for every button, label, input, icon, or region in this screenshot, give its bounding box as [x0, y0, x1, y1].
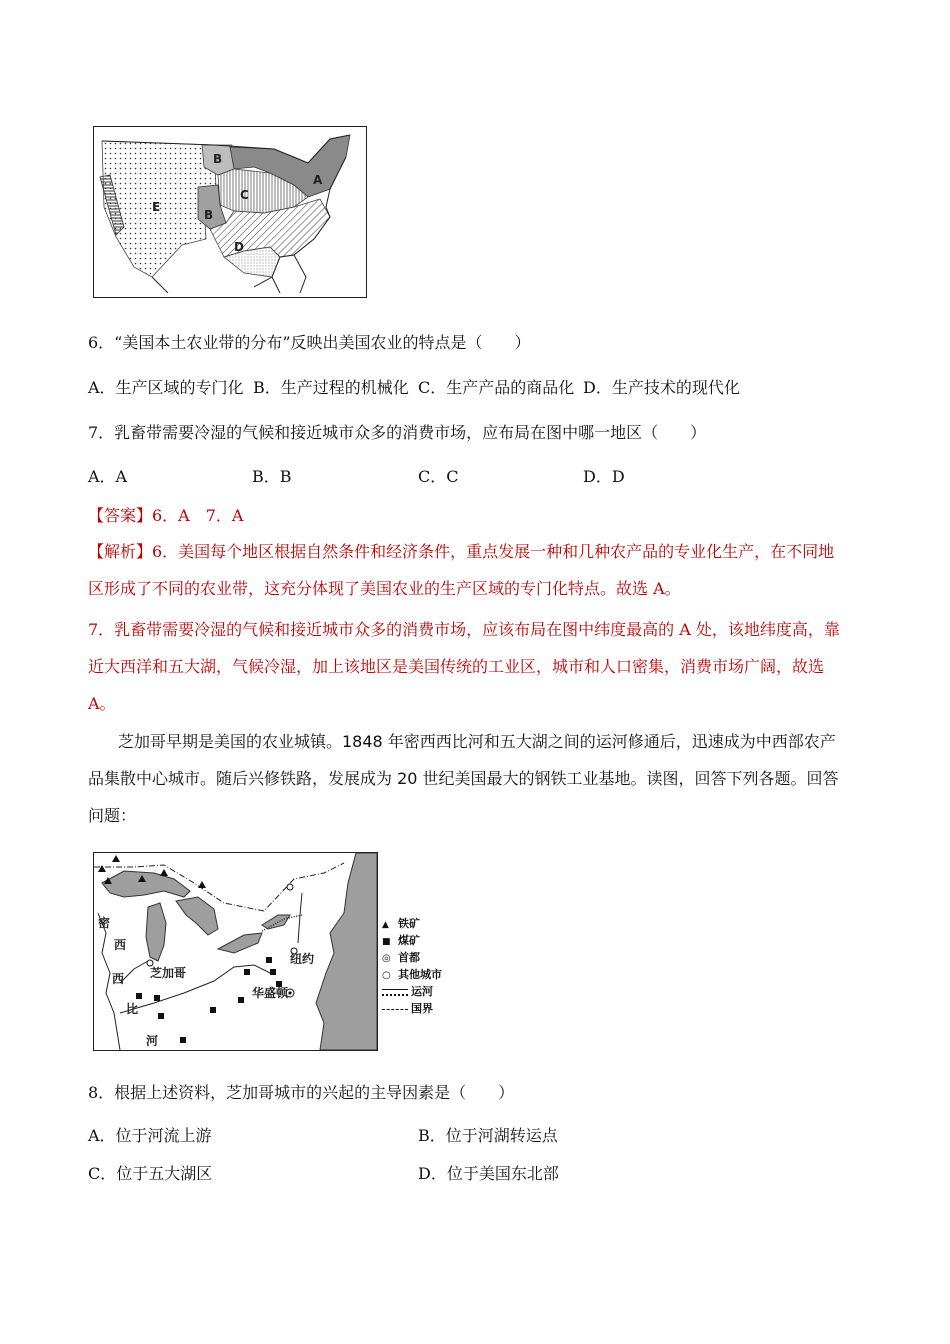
florida — [294, 255, 306, 293]
us-agriculture-belt-map — [93, 126, 367, 298]
chicago-label: 芝加哥 — [150, 966, 187, 980]
circle-icon: ○ — [382, 970, 391, 981]
illinois-canal — [120, 961, 148, 983]
newyork-label: 纽约 — [290, 952, 315, 966]
lake-michigan — [146, 903, 166, 961]
q8-option-c: C．位于五大湖区 — [88, 1164, 213, 1183]
capital-icon: ◎ — [382, 953, 391, 964]
river-char-1: 密 — [98, 916, 111, 930]
label-c: C — [240, 188, 249, 202]
other-city-dot — [287, 884, 293, 890]
legend-coal: ■ 煤矿 — [382, 934, 420, 947]
q6-stem: 6．“美国本土农业带的分布”反映出美国农业的特点是（ ） — [88, 333, 531, 352]
legend-capital: ◎ 首都 — [382, 951, 420, 964]
us-map-svg — [94, 127, 366, 297]
passage-line3: 问题： — [88, 806, 137, 825]
label-b-north: B — [213, 152, 223, 166]
passage-line1: 芝加哥早期是美国的农业城镇。1848 年密西西比河和五大湖之间的运河修通后，迅速成为中西部农产 — [118, 732, 836, 751]
q8-stem: 8．根据上述资料，芝加哥城市的兴起的主导因素是（ ） — [88, 1083, 515, 1102]
analysis-p2-line3: A。 — [88, 694, 116, 713]
legend-border: 国界 — [382, 1000, 472, 1017]
analysis-p1-line1: 【解析】6．美国每个地区根据自然条件和经济条件，重点发展一种和几种农产品的专业化生产，在不同地 — [88, 542, 835, 561]
lake-huron — [176, 897, 218, 935]
q7-stem: 7．乳畜带需要冷湿的气候和接近城市众多的消费市场，应布局在图中哪一地区（ ） — [88, 423, 707, 442]
lake-erie — [218, 933, 262, 953]
q7-option-b: B．B — [252, 467, 292, 486]
legend-canal: 运河 — [382, 983, 472, 1000]
answer-line: 【答案】6．A 7．A — [88, 506, 244, 525]
label-a: A — [313, 173, 323, 187]
border-line-icon — [382, 1009, 408, 1010]
q7-option-a: A．A — [88, 467, 128, 486]
q8-option-a: A．位于河流上游 — [88, 1126, 212, 1145]
river-char-2: 西 — [114, 938, 127, 952]
q6-option-a: A．生产区域的专门化 — [88, 378, 244, 397]
q8-option-d: D．位于美国东北部 — [418, 1164, 559, 1183]
q8-option-b: B．位于河湖转运点 — [418, 1126, 558, 1145]
q6-option-b: B．生产过程的机械化 — [253, 378, 409, 397]
river-char-4: 比 — [126, 1002, 139, 1016]
label-e: E — [152, 200, 161, 214]
great-lakes-svg — [94, 853, 377, 1050]
triangle-icon: ▲ — [382, 920, 389, 930]
washington-label: 华盛顿 — [252, 986, 289, 1000]
hudson-river — [298, 893, 302, 943]
q6-option-c: C．生产产品的商品化 — [418, 378, 575, 397]
analysis-p2-line1: 7．乳畜带需要冷湿的气候和接近城市众多的消费市场，应该布局在图中纬度最高的 A 处，该地纬度高，靠 — [88, 620, 840, 639]
q7-option-c: C．C — [418, 467, 459, 486]
label-d: D — [234, 240, 244, 254]
q7-option-d: D．D — [583, 467, 625, 486]
lake-ontario — [262, 915, 290, 929]
atlantic-ocean — [316, 853, 377, 1050]
great-lakes-map — [93, 852, 378, 1051]
passage-line2: 品集散中心城市。随后兴修铁路，发展成为 20 世纪美国最大的钢铁工业基地。读图，回答下列各题。回答 — [88, 769, 839, 788]
q6-option-d: D．生产技术的现代化 — [583, 378, 740, 397]
legend-iron: ▲ 铁矿 — [382, 917, 420, 930]
river-char-5: 河 — [146, 1034, 159, 1048]
legend-city: ○ 其他城市 — [382, 968, 442, 981]
river-char-3: 西 — [112, 972, 125, 986]
square-icon: ■ — [382, 937, 391, 947]
canal-line-icon — [382, 989, 408, 996]
analysis-p2-line2: 近大西洋和五大湖，气候冷湿，加上该地区是美国传统的工业区，城市和人口密集，消费市场广阔，故选 — [88, 657, 825, 676]
lake-superior — [102, 871, 190, 897]
analysis-p1-line2: 区形成了不同的农业带，这充分体现了美国农业的生产区域的专门化特点。故选 A。 — [88, 579, 681, 598]
label-b-south: B — [204, 208, 214, 222]
map2-legend — [382, 915, 472, 1017]
